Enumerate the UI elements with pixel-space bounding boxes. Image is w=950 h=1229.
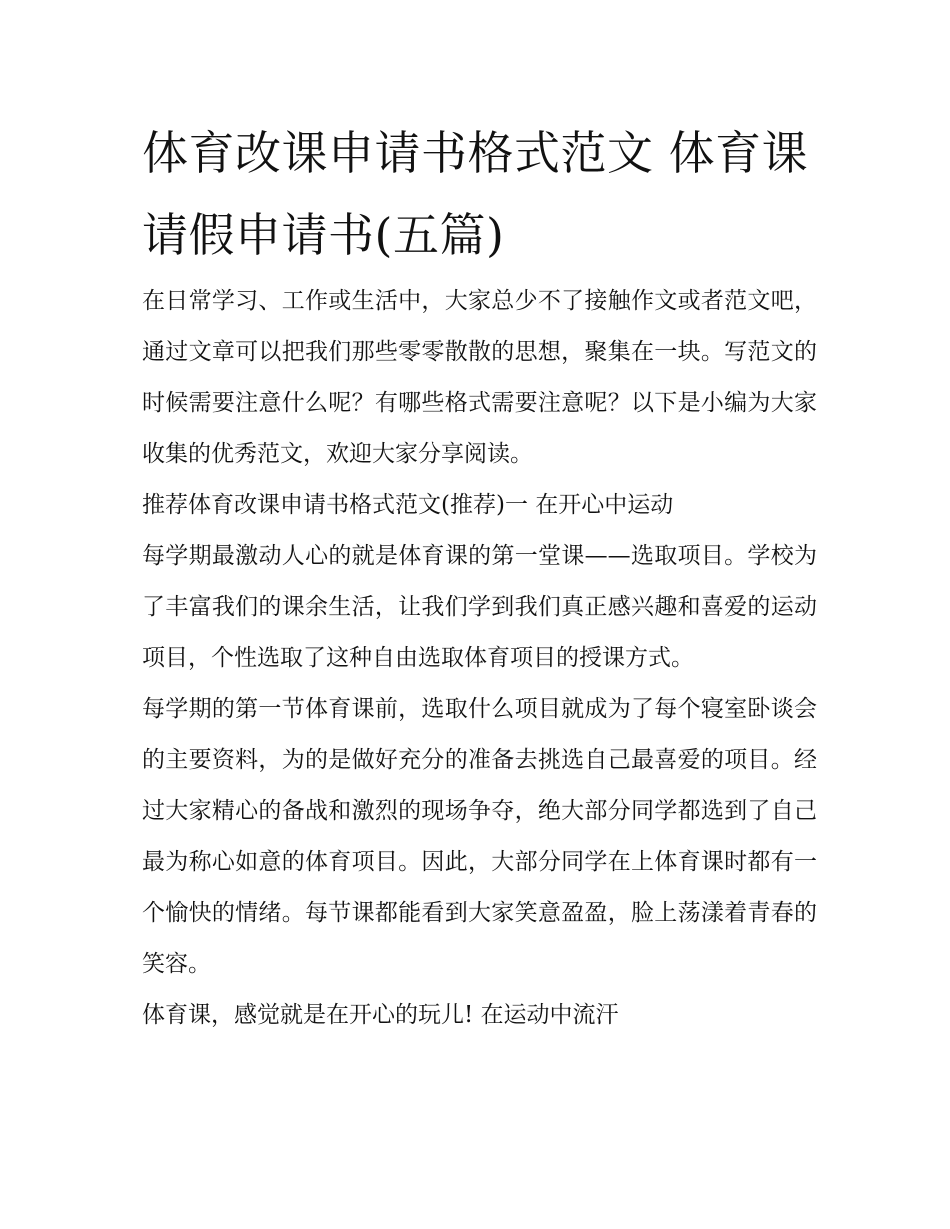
- body-paragraph: 每学期的第一节体育课前，选取什么项目就成为了每个寝室卧谈会的主要资料，为的是做好充分的准备去挑选自己最喜爱的项目。经过大家精心的备战和激烈的现场争夺，绝大部分同学都选到了自己最为称心如意的体育项目。因此，大部分同学在上体育课时都有一个愉快的情绪。每节课都能看到大家笑意盈盈，脸上荡漾着青春的笑容。: [142, 696, 817, 977]
- section-heading: 推荐体育改课申请书格式范文(推荐)一 在开心中运动: [142, 492, 674, 518]
- document-body: [142, 276, 817, 1041]
- body-paragraph: 每学期最激动人心的就是体育课的第一堂课——选取项目。学校为了丰富我们的课余生活，让我们学到我们真正感兴趣和喜爱的运动项目，个性选取了这种自由选取体育项目的授课方式。: [142, 543, 817, 671]
- intro-paragraph: 在日常学习、工作或生活中，大家总少不了接触作文或者范文吧，通过文章可以把我们那些零零散散的思想，聚集在一块。写范文的时候需要注意什么呢？有哪些格式需要注意呢？以下是小编为大家收集的优秀范文，欢迎大家分享阅读。: [142, 288, 817, 467]
- document-title: 体育改课申请书格式范文 体育课请假申请书(五篇): [142, 126, 809, 262]
- body-paragraph: 体育课，感觉就是在开心的玩儿! 在运动中流汗: [142, 1002, 619, 1028]
